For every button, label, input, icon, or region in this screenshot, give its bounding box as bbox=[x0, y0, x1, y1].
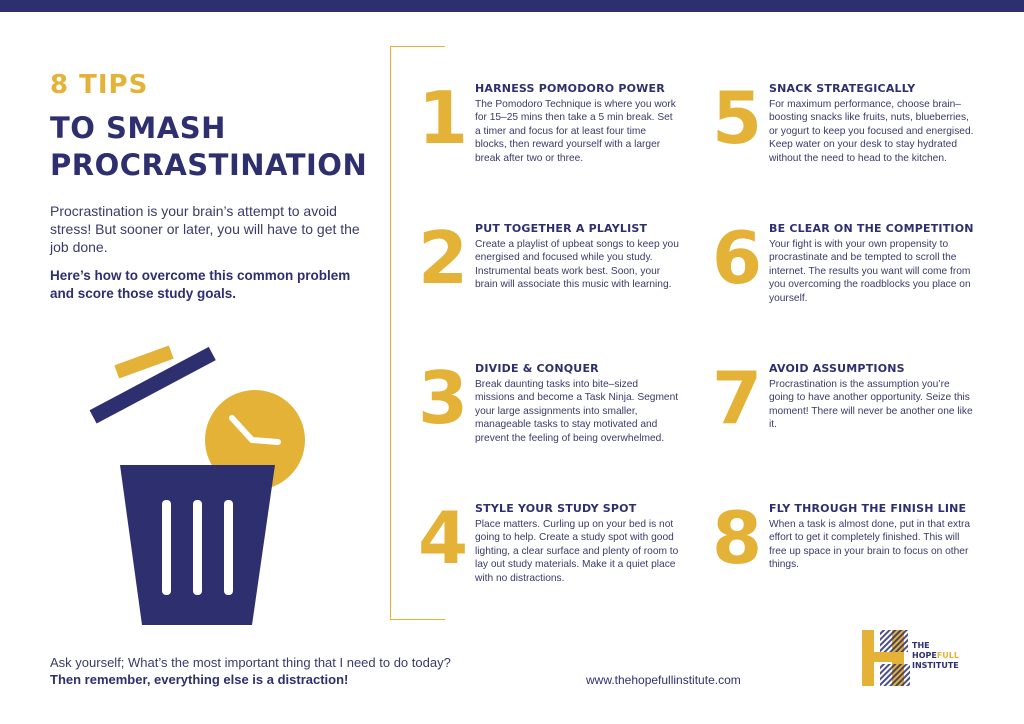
top-bar bbox=[0, 0, 1024, 12]
tip-number: 2 bbox=[418, 216, 469, 300]
tip-title: DIVIDE & CONQUER bbox=[475, 362, 599, 375]
tip-body: The Pomodoro Technique is where you work for 15–25 mins then take a 5 min break. Set a timer and focus for at least four time blocks, then reward yourself with a larger break after two or three. bbox=[475, 99, 676, 164]
website-link[interactable]: www.thehopefullinstitute.com bbox=[586, 673, 741, 687]
tip-body: Your fight is with your own propensity to procrastinate and be tempted to scroll the internet. The results you want will come from you overcoming the roadblocks you place on yourself. bbox=[769, 239, 971, 304]
tip-body: For maximum performance, choose brain–boosting snacks like fruits, nuts, blueberries, or yogurt to keep you focused and energised. Keep water on your desk to stay hydrated without the need to head to the kitchen. bbox=[769, 99, 974, 164]
title-eyebrow: 8 TIPS bbox=[50, 70, 149, 100]
trash-bin-clock-illustration bbox=[80, 340, 320, 630]
tip-body: Create a playlist of upbeat songs to keep you energised and focused while you study. Instrumental beats work best. Soon, your brain will associate this music with learning. bbox=[475, 239, 679, 291]
tip-title: HARNESS POMODORO POWER bbox=[475, 82, 665, 95]
tip-number: 7 bbox=[712, 356, 763, 440]
intro-bold-text: Here’s how to overcome this common problem and score those study goals. bbox=[50, 268, 351, 301]
tip-number: 8 bbox=[712, 496, 763, 580]
tip-body: Break daunting tasks into bite–sized missions and become a Task Ninja. Segment your large assignments into smaller, manageable tasks to stay motivated and prevent the feeling of being overwhelmed. bbox=[475, 379, 679, 444]
tip-number: 6 bbox=[712, 216, 763, 300]
tip-title: AVOID ASSUMPTIONS bbox=[769, 362, 905, 375]
logo-line-1: THE bbox=[912, 641, 930, 650]
tip-title: BE CLEAR ON THE COMPETITION bbox=[769, 222, 974, 235]
tip-title: PUT TOGETHER A PLAYLIST bbox=[475, 222, 648, 235]
tip-number: 5 bbox=[712, 76, 763, 160]
logo-line-3: INSTITUTE bbox=[912, 661, 959, 670]
tip-title: FLY THROUGH THE FINISH LINE bbox=[769, 502, 967, 515]
tip-number: 1 bbox=[418, 76, 469, 160]
footer-question: Ask yourself; What’s the most important thing that I need to do today? bbox=[50, 655, 451, 670]
tip-title: SNACK STRATEGICALLY bbox=[769, 82, 916, 95]
logo-wordmark bbox=[912, 641, 959, 671]
tip-title: STYLE YOUR STUDY SPOT bbox=[475, 502, 637, 515]
logo-line-2: HOPEFULL bbox=[912, 651, 959, 660]
footer-bold: Then remember, everything else is a distraction! bbox=[50, 672, 349, 687]
intro-text: Procrastination is your brain’s attempt to avoid stress! But sooner or later, you will have to get the job done. bbox=[50, 203, 360, 255]
tip-number: 4 bbox=[418, 496, 469, 580]
tip-body: When a task is almost done, put in that extra effort to get it completely finished. This will free up space in your brain to focus on other things. bbox=[769, 519, 971, 571]
page-title: TO SMASH PROCRASTINATION bbox=[50, 111, 368, 182]
tip-number: 3 bbox=[418, 356, 469, 440]
tip-body: Place matters. Curling up on your bed is not going to help. Create a study spot with good lighting, a clear surface and plenty of room to lay out study materials. Make it a quiet place with no distractions. bbox=[475, 519, 679, 584]
tip-body: Procrastination is the assumption you’re going to have another opportunity. Seize this moment! There will never be another one like it. bbox=[769, 379, 973, 431]
